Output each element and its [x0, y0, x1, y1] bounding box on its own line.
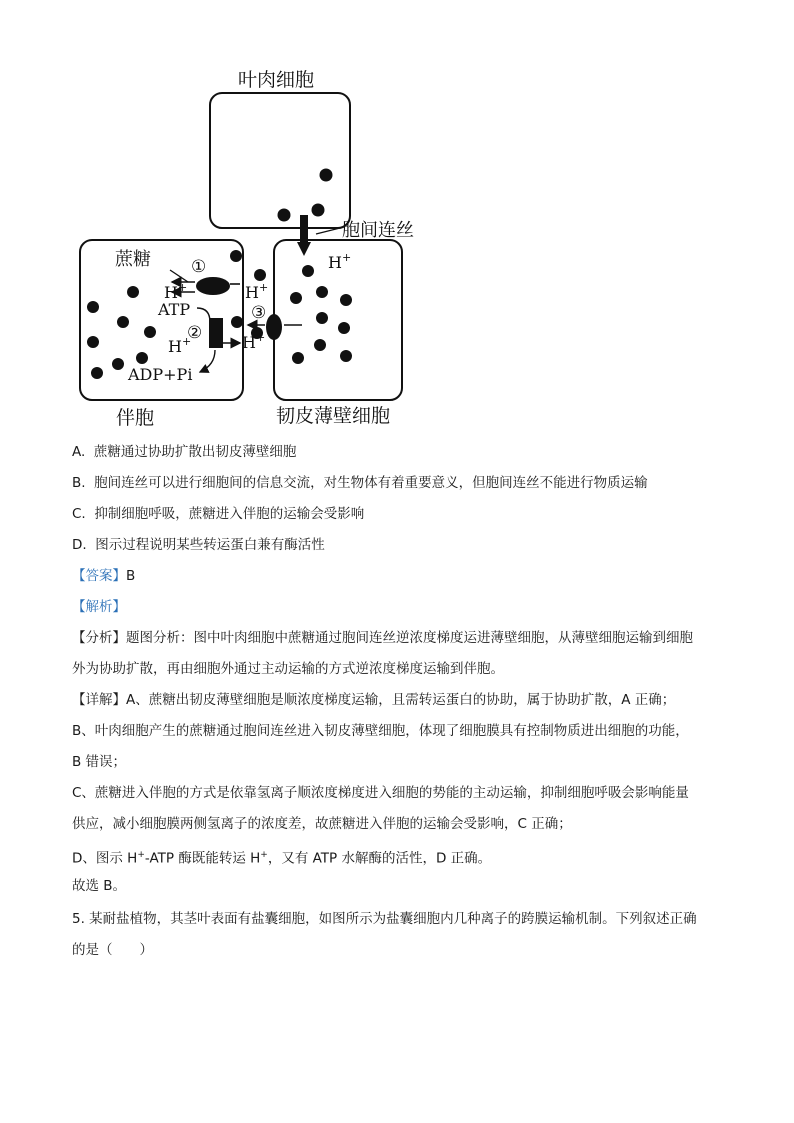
analysis-label: 【分析】: [72, 630, 126, 646]
detail-label: 【详解】: [72, 692, 126, 708]
h-label-companion-1: H+: [164, 281, 188, 302]
option-letter: B.: [72, 475, 86, 491]
sucrose-dot: [136, 352, 148, 364]
parenchyma-cell-label: 韧皮薄壁细胞: [276, 405, 391, 427]
sucrose-dot: [117, 316, 129, 328]
option-b: [72, 473, 648, 493]
h-label-parenchyma: H+: [328, 251, 352, 272]
sucrose-uniporter: [266, 314, 282, 340]
question-text: 的是（ ）: [72, 942, 153, 958]
option-c: [72, 504, 364, 524]
answer-value: B: [126, 568, 136, 584]
adp-arrow: [200, 350, 215, 372]
sucrose-dot: [302, 265, 314, 277]
option-letter: A.: [72, 444, 86, 460]
sucrose-dot: [316, 286, 328, 298]
h-label-outside-2: H+: [242, 331, 266, 352]
sucrose-dot: [230, 250, 242, 262]
option-text: 蔗糖通过协助扩散出韧皮薄壁细胞: [93, 444, 297, 460]
option-text: 抑制细胞呼吸，蔗糖进入伴胞的运输会受影响: [94, 506, 365, 522]
atp-label: ATP: [158, 300, 191, 319]
conclusion-text: 故选 B。: [72, 878, 127, 894]
sucrose-dot: [312, 204, 325, 217]
detail-a-text: A、蔗糖出韧皮薄壁细胞是顺浓度梯度运输，且需转运蛋白的协助，属于协助扩散，A 正确；: [126, 692, 676, 708]
analysis-line-2: [72, 659, 504, 679]
sucrose-dot: [314, 339, 326, 351]
sucrose-dot: [340, 350, 352, 362]
detail-line-c1: [72, 783, 689, 803]
detail-d-text: D、图示 H: [72, 850, 138, 867]
superscript: +: [260, 850, 268, 860]
mesophyll-cell: [210, 93, 350, 228]
detail-line-b1: [72, 721, 689, 741]
detail-line-b2: [72, 752, 126, 772]
sucrose-dot: [316, 312, 328, 324]
analysis-heading: [72, 597, 126, 617]
option-text: 图示过程说明某些转运蛋白兼有酶活性: [95, 537, 325, 553]
question-5-line-1: [72, 909, 697, 929]
h-label-companion-2: H+: [168, 335, 192, 356]
sucrose-label: 蔗糖: [115, 249, 151, 270]
option-a: [72, 442, 296, 462]
detail-line-d: [72, 845, 491, 869]
h-label-outside-1: H+: [245, 281, 269, 302]
atp-pointer: [197, 308, 210, 322]
detail-c-text: 供应，减小细胞膜两侧氢离子的浓度差，故蔗糖进入伴胞的运输会受影响，C 正确；: [72, 816, 572, 832]
answer-line: [72, 566, 135, 586]
sucrose-dot: [278, 209, 291, 222]
diagram-svg: [60, 60, 460, 435]
detail-d-text: -ATP 酶既能转运 H: [144, 850, 261, 867]
detail-line-a: [72, 690, 675, 710]
detail-b-text: B 错误；: [72, 754, 127, 770]
sucrose-dot: [144, 326, 156, 338]
detail-b-text: B、叶肉细胞产生的蔗糖通过胞间连丝进入韧皮薄壁细胞，体现了细胞膜具有控制物质进出细胞的功能，: [72, 723, 689, 739]
conclusion: [72, 876, 126, 896]
detail-d-text: ，又有 ATP 水解酶的活性，D 正确。: [267, 850, 492, 867]
sucrose-dot: [87, 336, 99, 348]
analysis-line-1: [72, 628, 693, 648]
sucrose-dot: [231, 316, 243, 328]
adp-label: ADP+Pi: [128, 365, 193, 384]
marker-1: ①: [191, 257, 207, 277]
question-5-line-2: [72, 940, 153, 960]
sucrose-dot: [91, 367, 103, 379]
sucrose-dot: [127, 286, 139, 298]
transport-diagram: [60, 60, 460, 435]
sucrose-dot: [338, 322, 350, 334]
analysis-text: 题图分析：图中叶肉细胞中蔗糖通过胞间连丝逆浓度梯度运进薄壁细胞，从薄壁细胞运输到细胞: [126, 630, 693, 646]
option-letter: D.: [72, 537, 87, 553]
question-text: 5. 某耐盐植物，其茎叶表面有盐囊细胞，如图所示为盐囊细胞内几种离子的跨膜运输机制。下列叙述正确: [72, 911, 697, 927]
analysis-heading-text: 【解析】: [72, 599, 126, 615]
companion-cell-label: 伴胞: [116, 407, 155, 429]
sucrose-dot: [340, 294, 352, 306]
mesophyll-cell-label: 叶肉细胞: [238, 69, 315, 91]
sucrose-dot: [112, 358, 124, 370]
option-d: [72, 535, 325, 555]
option-text: 胞间连丝可以进行细胞间的信息交流，对生物体有着重要意义，但胞间连丝不能进行物质运输: [94, 475, 648, 491]
answer-label: 【答案】: [72, 568, 126, 584]
option-letter: C.: [72, 506, 86, 522]
sucrose-dot: [320, 169, 333, 182]
detail-c-text: C、蔗糖进入伴胞的方式是依靠氢离子顺浓度梯度进入细胞的势能的主动运输，抑制细胞呼吸会影响能量: [72, 785, 689, 801]
sucrose-dot: [254, 269, 266, 281]
superscript: +: [137, 850, 145, 860]
detail-line-c2: [72, 814, 572, 834]
analysis-text: 外为协助扩散，再由细胞外通过主动运输的方式逆浓度梯度运输到伴胞。: [72, 661, 504, 677]
sucrose-dot: [290, 292, 302, 304]
h-atpase-pump: [209, 318, 223, 348]
sucrose-dot: [292, 352, 304, 364]
sucrose-dot: [87, 301, 99, 313]
sucrose-h-symporter: [196, 277, 230, 295]
marker-2: ②: [187, 323, 203, 343]
plasmodesmata-label: 胞间连丝: [342, 220, 414, 241]
marker-3: ③: [251, 303, 267, 323]
